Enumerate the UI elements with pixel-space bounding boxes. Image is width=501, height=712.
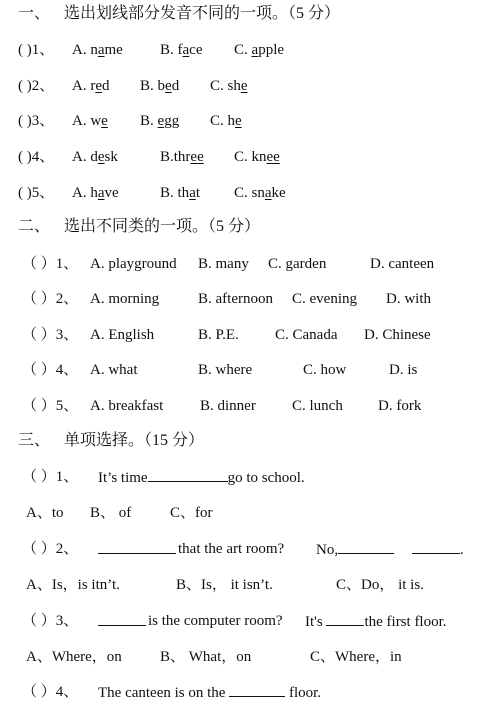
answer-bracket[interactable]: （ ）3、 xyxy=(22,327,79,343)
answer-bracket[interactable]: （ ）2、 xyxy=(22,291,79,307)
option-c: C. apple xyxy=(234,42,285,58)
answer-bracket[interactable]: （ ）1、 xyxy=(22,256,79,272)
option-b: B、 of xyxy=(90,505,132,521)
option-b: B、Is， it isn’t. xyxy=(176,577,273,593)
answer-bracket[interactable]: （ ）1、 xyxy=(22,469,79,485)
section-number: 三、 xyxy=(18,432,51,449)
answer-text: No, xyxy=(316,539,394,560)
option-d: D. fork xyxy=(378,398,422,414)
option-c: C. Canada xyxy=(275,327,338,343)
option-c: C. evening xyxy=(292,291,357,307)
option-a: A. we xyxy=(72,113,108,129)
option-b: B. bed xyxy=(140,78,180,94)
option-a: A. morning xyxy=(90,291,160,307)
section-title: 选出不同类的一项。（5 分） xyxy=(64,218,261,235)
answer-bracket[interactable]: （ ）5、 xyxy=(22,398,79,414)
option-b: B. where xyxy=(198,362,253,378)
option-b: B. many xyxy=(198,256,249,272)
option-a: A、Where，on xyxy=(26,649,122,665)
answer-bracket[interactable]: （ ）4、 xyxy=(22,362,79,378)
answer-blank[interactable] xyxy=(229,682,285,697)
option-a: A. have xyxy=(72,185,119,201)
option-c: C. she xyxy=(210,78,248,94)
answer-text: It's the first floor. xyxy=(305,611,447,632)
answer-blank[interactable] xyxy=(338,539,394,554)
option-c: C. knee xyxy=(234,149,280,165)
option-a: A. desk xyxy=(72,149,118,165)
option-c: C. how xyxy=(303,362,347,378)
option-a: A. red xyxy=(72,78,110,94)
option-b: B.three xyxy=(160,149,204,165)
option-a: A. breakfast xyxy=(90,398,164,414)
option-b: B. egg xyxy=(140,113,180,129)
option-a: A. what xyxy=(90,362,138,378)
option-d: D. is xyxy=(389,362,418,378)
option-c: C. snake xyxy=(234,185,286,201)
option-a: A. name xyxy=(72,42,123,58)
question-text: is the computer room? xyxy=(148,613,283,629)
section-number: 一、 xyxy=(18,5,51,22)
option-a: A、Is，is itn’t. xyxy=(26,577,120,593)
option-a: A、to xyxy=(26,505,64,521)
answer-blank[interactable] xyxy=(98,611,146,632)
option-c: C、for xyxy=(170,505,213,521)
answer-bracket[interactable]: ( )4、 xyxy=(18,149,55,165)
option-b: B. face xyxy=(160,42,203,58)
question-text: It’s time go to school. xyxy=(98,467,305,488)
question-text: The canteen is on the floor. xyxy=(98,682,321,703)
answer-end: . xyxy=(412,539,464,560)
option-b: B. dinner xyxy=(200,398,256,414)
answer-bracket[interactable]: （ ）4、 xyxy=(22,684,79,700)
answer-bracket[interactable]: ( )3、 xyxy=(18,113,55,129)
option-a: A. English xyxy=(90,327,155,343)
answer-blank[interactable] xyxy=(326,611,364,626)
answer-blank[interactable] xyxy=(98,539,176,560)
section-title: 选出划线部分发音不同的一项。（5 分） xyxy=(64,5,341,22)
answer-bracket[interactable]: （ ）2、 xyxy=(22,541,79,557)
option-c: C. he xyxy=(210,113,242,129)
option-c: C、Where，in xyxy=(310,649,402,665)
answer-bracket[interactable]: （ ）3、 xyxy=(22,613,79,629)
answer-bracket[interactable]: ( )5、 xyxy=(18,185,55,201)
section-title: 单项选择。（15 分） xyxy=(64,432,205,449)
option-c: C. garden xyxy=(268,256,327,272)
option-c: C. lunch xyxy=(292,398,343,414)
answer-bracket[interactable]: ( )1、 xyxy=(18,42,55,58)
option-b: B. P.E. xyxy=(198,327,239,343)
option-c: C、Do， it is. xyxy=(336,577,424,593)
option-d: D. with xyxy=(386,291,431,307)
answer-blank[interactable] xyxy=(412,539,460,554)
option-d: D. Chinese xyxy=(364,327,431,343)
answer-blank[interactable] xyxy=(148,467,228,482)
answer-bracket[interactable]: ( )2、 xyxy=(18,78,55,94)
option-d: D. canteen xyxy=(370,256,435,272)
option-b: B. that xyxy=(160,185,201,201)
option-b: B、 What，on xyxy=(160,649,252,665)
question-text: that the art room? xyxy=(178,541,285,557)
option-b: B. afternoon xyxy=(198,291,273,307)
option-a: A. playground xyxy=(90,256,177,272)
section-number: 二、 xyxy=(18,218,51,235)
